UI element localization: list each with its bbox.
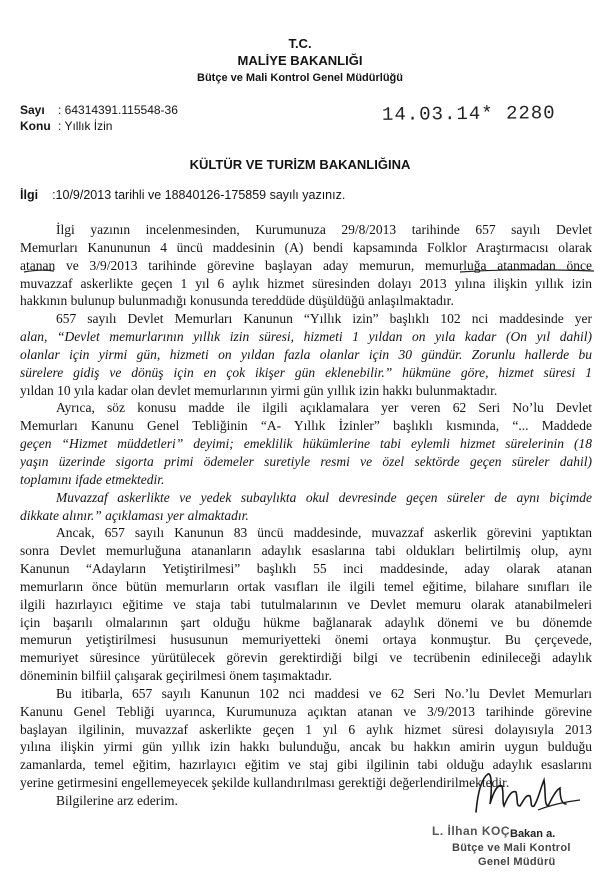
body-line: yaşın üzerinde sigorta primi ödemeler suretiyle resmi ve özel sektörde geçen süreler dahil) — [20, 453, 592, 469]
body-line: toplamını ifade etmektedir. — [20, 471, 165, 487]
body-line: Muvazzaf askerlikte ve yedek subaylıkta okul devresinde geçen süreler de aynı biçimde — [56, 489, 592, 505]
body-line: dikkate alınır.” açıklaması yer almaktadır. — [20, 507, 249, 523]
reference-line — [20, 188, 345, 202]
body-line: atanan ve 3/9/2013 tarihinde görevine başlayan aday memurun, memurluğa atanmadan önce — [20, 257, 592, 273]
body-line: başlayan ilgilinin, muvazzaf askerlikte geçen 1 yıl 6 aylık hizmet süresi dolayısıyla 2013 — [20, 721, 592, 737]
body-line: döneminin bilfiil çalışarak geçirilmesi önem taşımaktadır. — [20, 668, 332, 684]
number-field — [20, 103, 178, 117]
header-ministry: MALİYE BAKANLIĞI — [237, 53, 363, 68]
signer-position-line2: Genel Müdürü — [478, 856, 556, 868]
body-line: yıldan 10 yıla kadar olan devlet memurlarının yirmi gün yıllık izin hakkı bulunmaktadır. — [20, 382, 498, 398]
body-line: geçen “Hizmet müddetleri” deyimi; emeklilik hükümlerine tabi eylemli hizmet sürelerinin (18 — [20, 436, 592, 452]
subject-field — [20, 119, 112, 133]
body-line: sonra Devlet memurluğuna atananların adaylık esaslarına tabi oldukları belirtilmiş olup, aynı — [20, 543, 592, 559]
header-country: T.C. — [288, 36, 312, 51]
header-department: Bütçe ve Mali Kontrol Genel Müdürlüğü — [197, 72, 403, 84]
number-value: : 64314391.115548-36 — [58, 103, 178, 117]
reference-value: :10/9/2013 tarihli ve 18840126-175859 sayılı yazınız. — [52, 188, 346, 202]
closing-line: Bilgilerine arz ederim. — [56, 793, 178, 808]
body-line: hakkının bulunup bulunmadığı konusunda tereddüde düşüldüğü anlaşılmaktadır. — [20, 293, 454, 309]
letter-body — [20, 221, 592, 810]
body-line: memuriyet süresince yürütülecek görevin gerektirdiği bilgi ve tecrübenin edinileceği adaylık — [20, 650, 592, 666]
body-line: için başarılı olmalarının şart olduğu hükme bağlanarak adaylık dönemi ve bu dönemde — [20, 614, 592, 630]
body-line: Ancak, 657 sayılı Kanunun 83 üncü maddesinde, muvazzaf askerlik görevini yaptıktan — [56, 525, 592, 541]
body-line: 657 sayılı Devlet Memurları Kanunun “Yıllık izin” başlıklı 102 nci maddesinde yer — [56, 311, 592, 327]
number-label: Sayı — [20, 103, 45, 117]
body-line: Bu itibarla, 657 sayılı Kanunun 102 nci maddesi ve 62 Seri No.’lu Devlet Memurları — [56, 685, 592, 701]
body-line: zamanlarda, temel eğitim, hazırlayıcı eğitim ve staj gibi ilgilinin tabi olduğu adaylık esaslarını — [20, 757, 592, 773]
body-line: Kanunu Genel Tebliği uyarınca, Kurumunuza açıktan atanan ve 3/9/2013 tarihinde görevine — [20, 703, 592, 719]
body-line: muvazzaf askerlikte geçen 1 yıl 6 aylık hizmet süresinden dolayı 2013 yılına ilişkin yıllık izin — [20, 275, 592, 291]
subject-label: Konu — [20, 119, 51, 133]
body-line: memurların önce bütün memurların ortak vasıfları ile ilgili temel eğitime, bilahare sınıfları ile — [20, 578, 592, 594]
body-line: yılına ilişkin yirmi gün yıllık izin hakkı bulunduğu, ancak bu hakkın amirin uygun bulduğu — [20, 739, 592, 755]
body-line: ilgili hazırlayıcı eğitime ve staja tabi tutulmalarının ve Devlet memuru olarak atanabilmeleri — [20, 596, 592, 612]
registry-stamp: 14.03.14* 2280 — [381, 102, 556, 126]
reference-label: İlgi — [20, 188, 39, 202]
body-line: Kanunun “Adayların Yetiştirilmesi” başlıklı 55 inci maddesinde, aday olarak atanan — [20, 561, 592, 577]
body-line: alan, “Devlet memurlarının yıllık izin süresi, hizmeti 1 yıldan on yıla kadar (On yıl dahil) — [20, 329, 592, 345]
subject-value: : Yıllık İzin — [58, 119, 113, 133]
body-line: yerine getirmesini engellemeyecek şekilde kullandırılması gerektiği değerlendirilmektedir. — [20, 775, 510, 791]
signer-name: L. İlhan KOÇ — [432, 824, 510, 838]
body-line: Ayrıca, söz konusu madde ile ilgili açıklamalara yer veren 62 Seri No’lu Devlet — [56, 400, 592, 416]
body-line: memurun yetiştirilmesi hususunun memuriyetteki önemi ortaya konmuştur. Bu çerçevede, — [20, 632, 592, 648]
handwritten-signature — [468, 760, 588, 830]
body-line: olanlar için yirmi gün, hizmeti on yıldan fazla olanlar için 30 gündür. Zorunlu hallerde bu — [20, 346, 592, 362]
signer-position-line1: Bütçe ve Mali Kontrol — [452, 842, 571, 854]
addressee: KÜLTÜR VE TURİZM BAKANLIĞINA — [189, 157, 411, 172]
body-line: Memurları Kanununun 4 üncü maddesinin (A) bendi kapsamında Folklor Araştırmacısı olarak — [20, 239, 592, 255]
body-line: sürelere gidiş ve dönüş için en çok ikişer gün eklenebilir.” hükmüne göre, hizmet süresi 1 — [20, 364, 592, 380]
signer-authority: Bakan a. — [510, 828, 556, 840]
body-line: Memurları Kanunu Genel Tebliğinin “A- Yıllık İzinler” başlıklı kısmında, “... Maddede — [20, 418, 592, 434]
body-line: İlgi yazının incelenmesinden, Kurumunuza 29/8/2013 tarihinde 657 sayılı Devlet — [56, 222, 592, 237]
